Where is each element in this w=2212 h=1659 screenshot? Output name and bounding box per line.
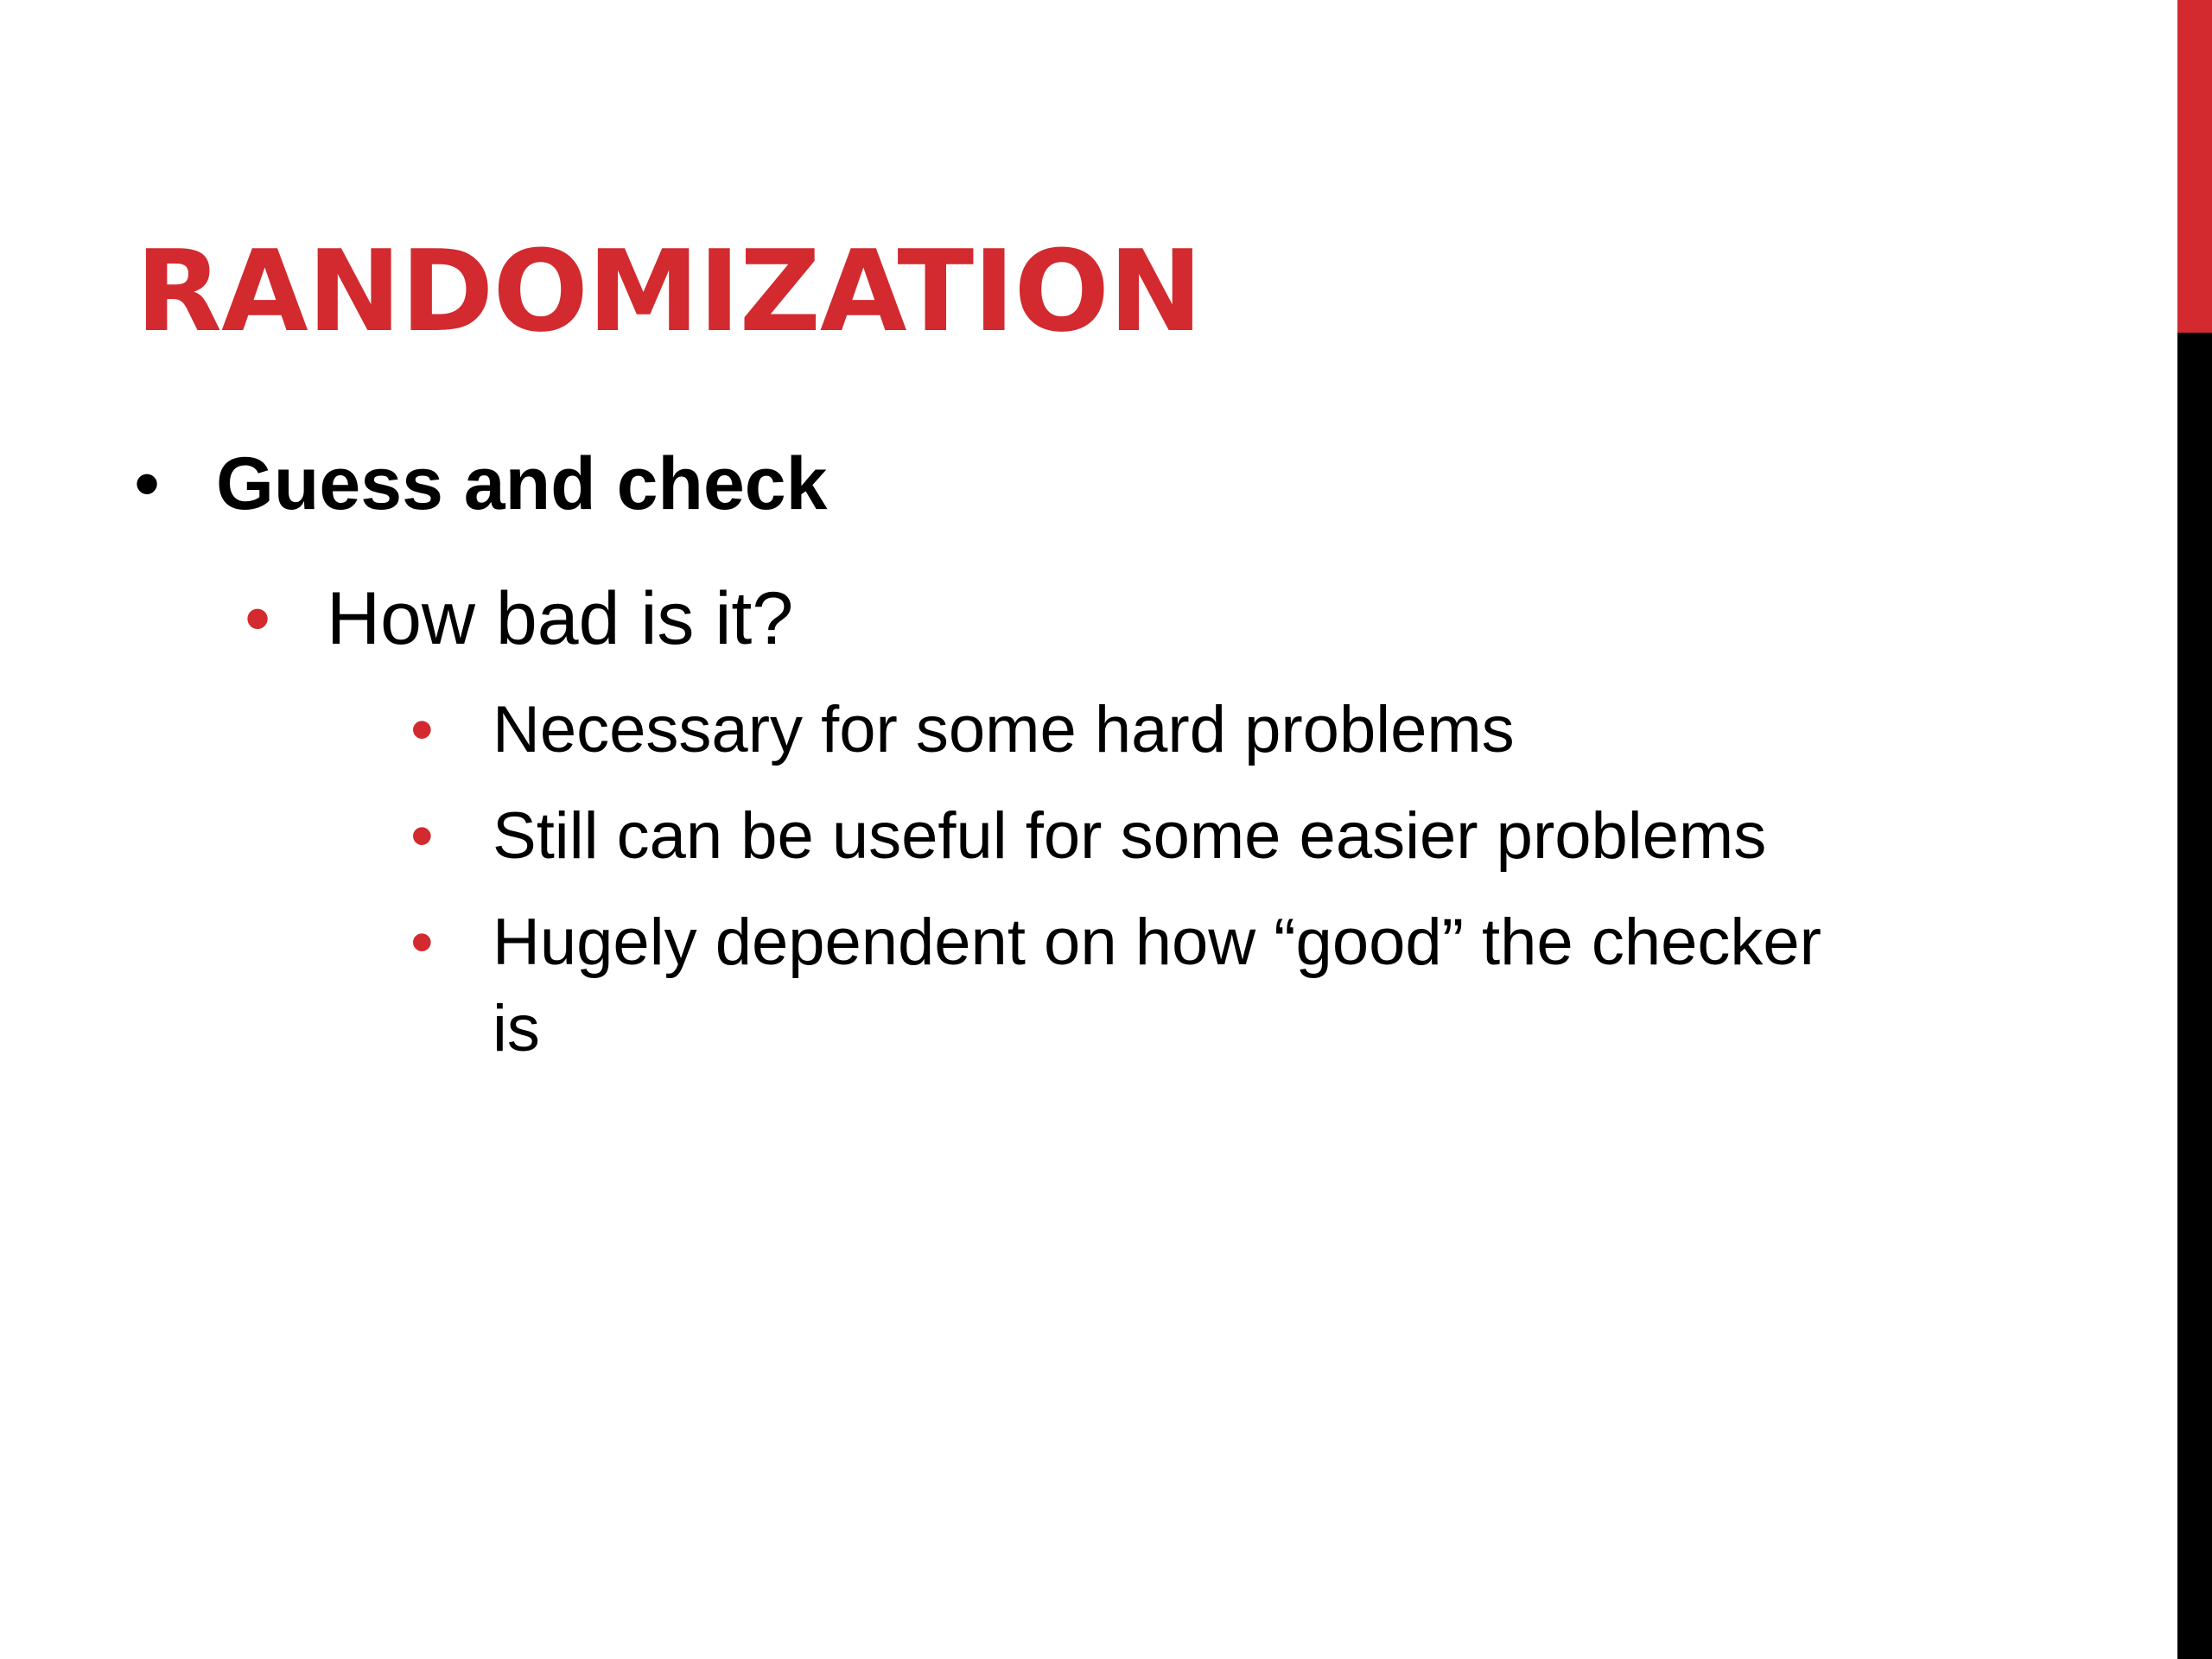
slide-title: RANDOMIZATION [136, 226, 1202, 357]
bullet-text: Necessary for some hard problems [493, 693, 1515, 766]
bullet-dot-icon: • [410, 799, 434, 873]
bullet-dot-icon: • [134, 442, 161, 525]
bullet-text: How bad is it? [327, 577, 794, 660]
bullet-text: Guess and check [216, 442, 828, 525]
bullet-dot-icon: • [410, 693, 434, 766]
bullet-dot-icon: • [410, 906, 434, 979]
bullet-text: Still can be useful for some easier problems [493, 799, 1767, 873]
bullet-dot-icon: • [245, 577, 271, 660]
bullet-text: Hugely dependent on how “good” the checker is [493, 906, 1821, 1065]
side-bar-accent [2177, 0, 2212, 333]
